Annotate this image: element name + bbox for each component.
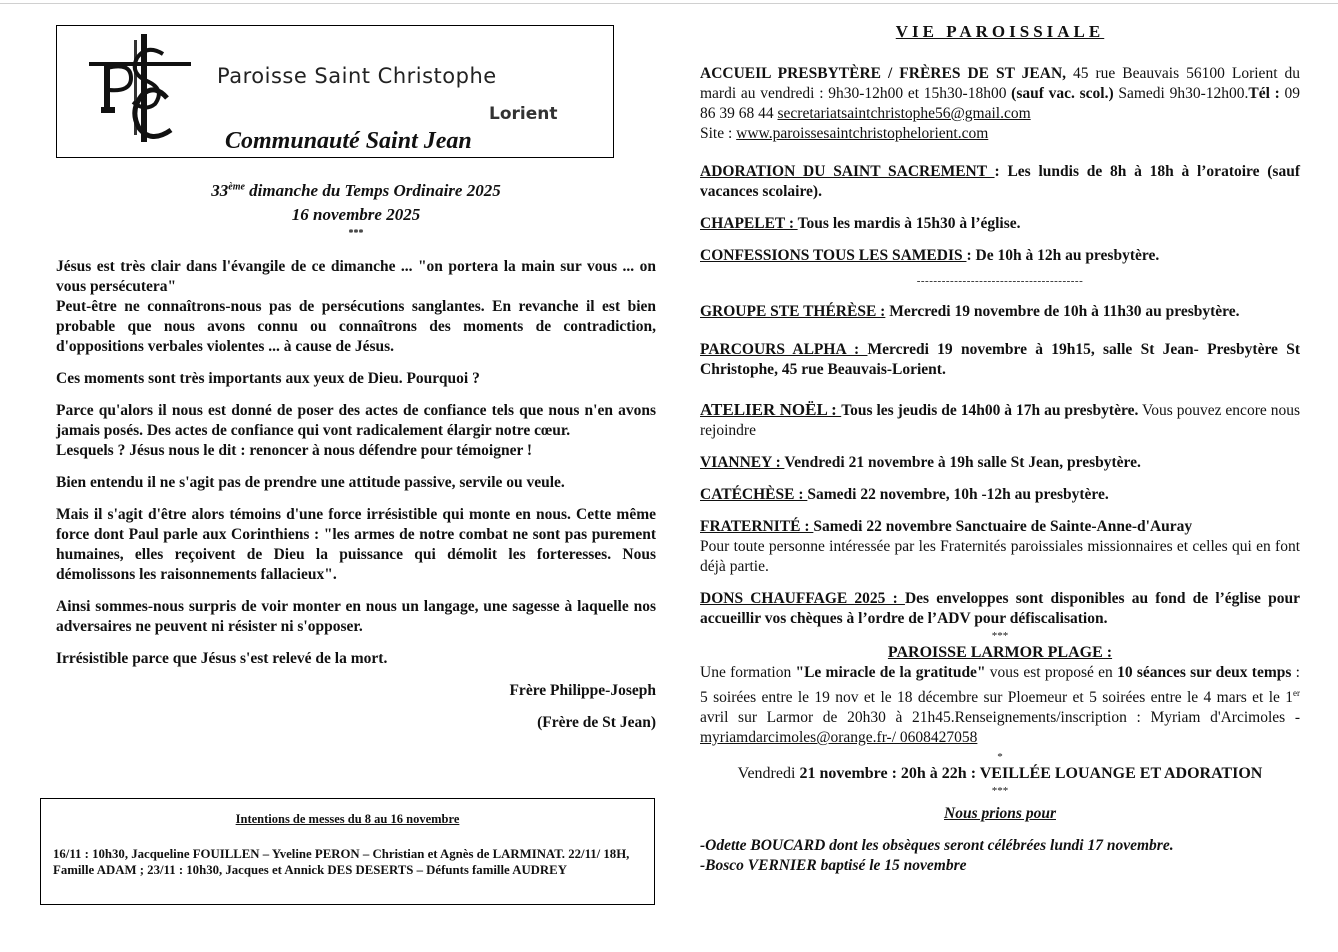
- vie-paroissiale-title: VIE PAROISSIALE: [895, 22, 1105, 41]
- homily-paragraph: Irrésistible parce que Jésus s'est relevé de la mort.: [56, 650, 388, 667]
- accueil-heading: ACCUEIL PRESBYTÈRE / FRÈRES DE ST JEAN,: [700, 65, 1067, 82]
- adoration-text: Les lundis de 8h à 18h à l’oratoire (sauf vacances scolaire).: [700, 163, 1300, 200]
- sunday-title: [56, 181, 656, 201]
- atelier-noel-label: ATELIER NOËL :: [700, 400, 842, 419]
- larmor-text-part: Une formation: [700, 664, 796, 681]
- mass-intentions-box: [40, 798, 655, 905]
- atelier-noel-note: Vous pouvez encore nous rejoindre: [700, 402, 1300, 439]
- dashed-separator: ----------------------------------------: [916, 275, 1084, 287]
- alpha-label: PARCOURS ALPHA :: [700, 341, 868, 358]
- fraternite-label: FRATERNITÉ :: [700, 518, 814, 535]
- larmor-text-part: vous est proposé en: [985, 664, 1118, 681]
- tel-label: Tél :: [1248, 85, 1280, 102]
- veillee-text: 21 novembre : 20h à 22h : VEILLÉE LOUANGE ET ADORATION: [799, 765, 1263, 783]
- secretariat-email-link[interactable]: secretariatsaintchristophe56@gmail.com: [777, 105, 1031, 122]
- prayer-item: -Odette BOUCARD dont les obsèques seront célébrées lundi 17 novembre.: [700, 837, 1174, 855]
- groupe-therese-label: GROUPE STE THÉRÈSE :: [700, 303, 886, 320]
- prions-title: Nous prions pour: [944, 805, 1056, 823]
- sunday-ordinal-suffix: ème: [228, 181, 245, 193]
- sunday-ordinal: 33: [211, 181, 229, 200]
- dons-chauffage-item: [700, 589, 1300, 629]
- parish-website-link[interactable]: www.paroissesaintchristophelorient.com: [736, 125, 989, 142]
- accueil-section: [700, 64, 1300, 144]
- separator-star: *: [997, 751, 1003, 764]
- dons-chauffage-text: Des enveloppes sont disponibles au fond de l’église pour accueillir vos chèques à l’ordre de l’ADV pour défiscalisation.: [700, 590, 1300, 627]
- chapelet-item: [700, 214, 1300, 234]
- confessions-label: CONFESSIONS TOUS LES SAMEDIS: [700, 247, 967, 264]
- chapelet-text: Tous les mardis à 15h30 à l’église.: [797, 215, 1021, 232]
- alpha-text: Mercredi 19 novembre à 19h15, salle St Jean- Presbytère St Christophe, 45 rue Beauvais-Lorient.: [700, 341, 1300, 378]
- fraternite-item: [700, 517, 1300, 577]
- vianney-item: [700, 453, 1300, 473]
- homily-paragraph: Ainsi sommes-nous surpris de voir monter en nous un langage, une sagesse à laquelle nos adversaires ne peuvent ni résister ni s'opposer.: [56, 598, 656, 635]
- atelier-noel-item: [700, 400, 1300, 441]
- fraternite-note: Pour toute personne intéressée par les Fraternités paroissiales missionnaires et celles qui en font déjà partie.: [700, 538, 1300, 575]
- signature-name: Frère Philippe-Joseph: [509, 682, 656, 699]
- vianney-text: Vendredi 21 novembre à 19h salle St Jean, presbytère.: [784, 454, 1141, 471]
- adoration-label: ADORATION DU SAINT SACREMENT: [700, 163, 995, 180]
- veillee-prefix: Vendredi: [737, 765, 800, 783]
- confessions-item: [700, 246, 1300, 266]
- larmor-superscript: er: [1293, 688, 1300, 698]
- fraternite-text: Samedi 22 novembre Sanctuaire de Sainte-Anne-d'Auray: [813, 518, 1193, 535]
- larmor-text-part: : 5 soirées entre le 19 nov et le 18 décembre sur Ploemeur et 5 soirées entre le 4 mars et le 1: [700, 664, 1300, 707]
- larmor-formation-name: "Le miracle de la gratitude": [795, 664, 986, 681]
- homily-paragraph: Parce qu'alors il nous est donné de poser des actes de confiance tels que nous n'en avons jamais posés. Des actes de confiance qui vont radicalement élargir notre cœur.: [56, 402, 656, 439]
- catechese-text: Samedi 22 novembre, 10h -12h au presbytère.: [807, 486, 1109, 503]
- page-top-border: [0, 3, 1338, 4]
- parish-city: Lorient: [489, 104, 558, 124]
- prayer-item: -Bosco VERNIER baptisé le 15 novembre: [700, 857, 967, 875]
- separator-stars: ***: [991, 785, 1009, 798]
- groupe-therese-text: Mercredi 19 novembre de 10h à 11h30 au presbytère.: [885, 303, 1240, 320]
- parish-header-box: [56, 25, 614, 158]
- sunday-title-text: dimanche du Temps Ordinaire 2025: [244, 181, 501, 200]
- groupe-therese-item: [700, 302, 1300, 322]
- homily-paragraph: Peut-être ne connaîtrons-nous pas de persécutions sanglantes. En revanche il est bien probable que nous avons connu ou connaîtrons des moments de contradiction, d'oppositions verbales violentes ... à cause de Jésus.: [56, 298, 656, 355]
- homily-paragraph: Bien entendu il ne s'agit pas de prendre une attitude passive, servile ou veule.: [56, 474, 565, 491]
- tel-number: 09 86 39 68 44: [700, 85, 1301, 122]
- confessions-text: : De 10h à 12h au presbytère.: [966, 247, 1160, 264]
- homily-text: [56, 257, 656, 745]
- larmor-title: PAROISSE LARMOR PLAGE :: [887, 644, 1113, 661]
- larmor-sessions: 10 séances sur deux temps: [1117, 664, 1292, 681]
- larmor-email-link[interactable]: myriamdarcimoles@orange.fr-/ 0608427058: [700, 729, 978, 747]
- larmor-text-part: avril sur Larmor de 20h30 à 21h45.Renseignements/inscription : Myriam d'Arcimoles -: [700, 709, 1300, 727]
- accueil-address: 45 rue Beauvais 56100 Lorient du mardi au vendredi : 9h30-12h00 et 15h30-18h00: [700, 65, 1300, 102]
- homily-paragraph: Ces moments sont très importants aux yeux de Dieu. Pourquoi ?: [56, 370, 480, 387]
- site-label: Site :: [700, 125, 737, 142]
- mass-intentions-title: Intentions de messes du 8 au 16 novembre: [235, 812, 460, 826]
- alpha-item: [700, 340, 1300, 380]
- homily-paragraph: Mais il s'agit d'être alors témoins d'une force irrésistible qui monte en nous. Cette même force dont Paul parle aux Corinthiens : "les armes de notre combat ne sont pas purement humaines, elles reçoivent de Dieu la puissance qui démolit les forteresses. Nous démolissons les raisonnements fallacieux".: [56, 506, 656, 583]
- veillee-item: [700, 764, 1300, 784]
- psc-cross-monogram-icon: [85, 32, 195, 144]
- vie-paroissiale-column: [700, 22, 1300, 876]
- sunday-date: 16 novembre 2025: [291, 205, 421, 224]
- atelier-noel-text: Tous les jeudis de 14h00 à 17h au presbytère.: [841, 402, 1139, 419]
- vianney-label: VIANNEY :: [700, 454, 785, 471]
- dons-chauffage-label: DONS CHAUFFAGE 2025 :: [700, 590, 905, 607]
- homily-paragraph: Lesquels ? Jésus nous le dit : renoncer à nous défendre pour témoigner !: [56, 442, 533, 459]
- separator-stars: ***: [991, 630, 1009, 642]
- larmor-text: [700, 663, 1300, 748]
- adoration-item: [700, 162, 1300, 202]
- parish-name: Paroisse Saint Christophe: [217, 64, 497, 88]
- separator-stars: ***: [348, 228, 364, 239]
- catechese-item: [700, 485, 1300, 505]
- chapelet-label: CHAPELET :: [700, 215, 798, 232]
- adoration-colon: :: [994, 163, 1000, 180]
- signature-role: (Frère de St Jean): [537, 714, 656, 731]
- mass-intentions-text: 16/11 : 10h30, Jacqueline FOUILLEN – Yveline PERON – Christian et Agnès de LARMINAT. 22/11/ 18H, Famille ADAM ; 23/11 : 10h30, Jacques et Annick DES DESERTS – Défunts famille AUDREY: [53, 847, 630, 877]
- community-name: Communauté Saint Jean: [225, 128, 472, 154]
- catechese-label: CATÉCHÈSE :: [700, 486, 808, 503]
- accueil-vacation-note: (sauf vac. scol.): [1011, 85, 1114, 102]
- accueil-samedi: Samedi 9h30-12h00.: [1113, 85, 1249, 102]
- homily-paragraph: Jésus est très clair dans l'évangile de ce dimanche ... "on portera la main sur vous ... on vous persécutera": [56, 258, 656, 295]
